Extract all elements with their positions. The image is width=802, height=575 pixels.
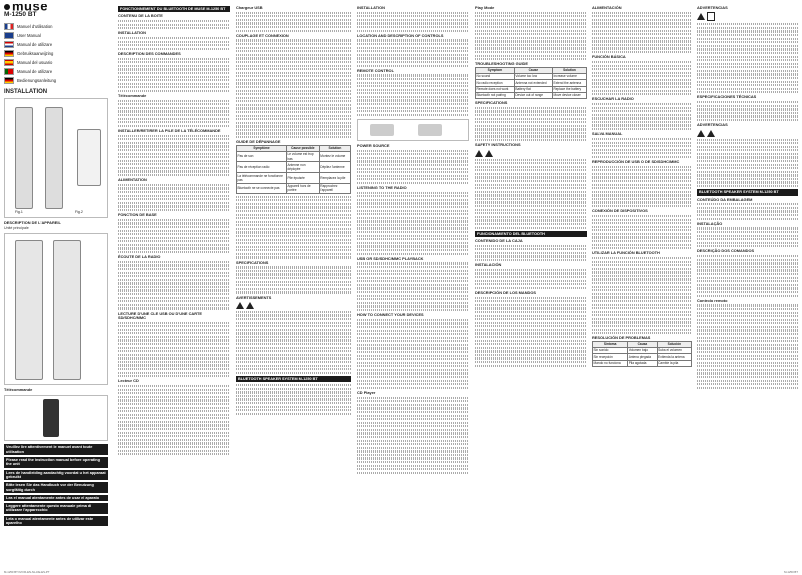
table-row: No radio reception Antenna not extended Extend the antenna [476,80,587,86]
flag-pt-icon [4,68,14,75]
language-item: Manual de utilizare [4,68,108,75]
table-row: Remote does not work Battery flat Replace the battery [476,86,587,92]
section-heading: AVERTISSEMENTS [236,294,272,300]
column-7 [697,4,798,570]
description-heading: DESCRIPTION DE L'APPAREIL [4,219,61,225]
fig1-label: Fig.1 [15,210,23,215]
table-row: Bluetooth ne se connecte pas Appareil hors de portée Rapprochez l'appareil [237,183,351,194]
remote-heading: Télécommande [4,387,33,393]
language-item: Manual de utilizare [4,41,108,48]
troubleshooting-table-fr: Symptôme Cause possible Solution Pas de son Le volume est trop bas Montez le volume Pas de réception radio Antenne non déployée Dépliez l'antenne La télécommande ne fonctionne pas Pile épuisée Remplacez la pile Bluetooth ne se connecte pas Appareil hors de portée Rapprochez l'appareil [236,145,351,195]
table-row: Bluetooth not pairing Device out of range Move device closer [476,92,587,98]
section-heading: INSTALACIÓN [475,262,502,268]
section-heading: LECTURE D'UNE CLE USB OU D'UNE CARTE SD/SDHC/MMC [118,310,202,320]
warning-symbols [697,12,798,21]
section-heading: RESOLUCIÓN DE PROBLEMAS [592,335,651,341]
installation-figure [4,98,108,218]
main-unit-figure [4,233,108,385]
flag-fr-icon [4,23,14,30]
warning-list [4,444,108,526]
table-row: La télécommande ne fonctionne pas Pile épuisée Remplacez la pile [237,173,351,184]
section-heading: SPECIFICATIONS [475,100,508,106]
section-heading: Lecteur CD [118,378,139,384]
section-heading: DESCRIPCIÓN DE LOS MANDOS [475,289,536,295]
section-heading: Télécommande [118,93,147,99]
section-heading: CONTENU DE LA BOITE [118,13,163,19]
language-item: Gebruiksaanwijzing [4,50,108,57]
section-heading: SPECIFICATIONS [236,259,269,265]
section-heading: ESCUCHAR LA RADIO [592,96,634,102]
speaker-front-illustration [15,240,43,380]
flag-uk-icon [4,32,14,39]
section-heading: TROUBLESHOOTING GUIDE [475,61,528,67]
section-heading: COUPLAGE ET CONNEXION [236,32,289,38]
language-item: User Manual [4,32,108,39]
recycle-bin-icon [707,12,715,21]
brand-name: muse [12,4,48,14]
remote-figure [4,395,108,441]
warning-triangle-icon [485,150,493,157]
language-list [4,23,108,84]
section-heading: ÉCOUTE DE LA RADIO [118,254,161,260]
table-row: No sound Volume too low Increase volume [476,73,587,79]
warning-triangle-icon [475,150,483,157]
battery-figure [357,119,469,141]
section-header-pt: BLUETOOTH SPEAKER SYSTEM M-1250 BT [697,189,798,195]
warning-triangle-icon [236,302,244,309]
warning-line: Leia o manual atentamente antes de utilizar este aparelho [4,516,108,527]
warning-symbols [475,150,587,157]
section-heading: REMOTE CONTROL [357,67,394,73]
warning-triangle-icon [697,13,705,20]
section-heading: SAFETY INSTRUCTIONS [475,142,521,148]
column-3 [236,4,351,570]
warning-line: Lea el manual atentamente antes de usar el aparato [4,495,108,501]
column-5 [475,4,587,570]
section-heading: DESCRIÇÃO DOS COMANDOS [697,248,755,254]
table-row: Pas de son Le volume est trop bas Montez le volume [237,151,351,162]
section-heading: GUIDE DE DÉPANNAGE [236,139,281,145]
section-heading: Controlo remoto [697,297,728,303]
warning-line: Lees de handleiding aandachtig voordat u het apparaat gebruikt [4,470,108,481]
fig2-label: Fig.2 [75,210,83,215]
warning-symbols [236,302,351,309]
description-subheading: Unité principale [4,225,29,230]
section-header-en: BLUETOOTH SPEAKER SYSTEM M-1250 BT [236,376,351,382]
section-heading: CONTEÚDO DA EMBALAGEM [697,196,753,202]
column-1 [4,4,108,570]
section-heading: Chargeur USB [236,5,263,10]
language-item: Bedienungsanleitung [4,77,108,84]
warning-triangle-icon [697,130,705,137]
footer-left: M-1250 BT IM FR-EN-NL-DE-ES-PT [4,570,50,574]
section-heading: INSTALLATION [357,5,385,10]
speaker-back-illustration [53,240,81,380]
section-heading: ALIMENTACIÓN [592,5,622,10]
section-heading: LOCATION AND DESCRIPTION OF CONTROLS [357,32,444,38]
column-4 [357,4,469,570]
warning-triangle-icon [707,130,715,137]
warning-symbols [697,130,798,137]
section-heading: INSTALLER/RETIRER LA PILE DE LA TÉLÉCOMMANDE [118,127,221,133]
section-heading: ESPECIFICACIONES TÉCNICAS [697,94,757,100]
language-item: Manuel d'utilisation [4,23,108,30]
troubleshooting-table-en: Symptom Cause Solution No sound Volume too low Increase volume No radio reception Antenna not extended Extend the antenna Remote does not work Battery flat Replace the battery Bluetooth not pairing Device out of range Move device closer [475,67,587,99]
flag-de-icon [4,77,14,84]
column-6 [592,4,692,570]
column-2 [118,4,230,570]
section-heading: INSTALAÇÃO [697,220,723,226]
section-heading: FONCTION DE BASE [118,212,157,218]
speaker-illustration [45,107,63,209]
section-heading: ADVERTENCIAS [697,122,728,128]
warning-line: Please read the instruction manual before operating the unit [4,457,108,468]
logo-dot-icon [4,4,10,10]
section-heading: Play Mode [475,5,495,10]
section-heading: CD Player [357,389,376,395]
section-heading: FUNCIÓN BÁSICA [592,54,626,60]
model-name: M-1250 BT [4,11,37,18]
section-heading: REPRODUCCIÓN DE USB O DE SD/SDHC/MMC [592,159,680,164]
section-heading: SALVA MANUAL [592,131,623,137]
section-heading: INSTALLATION [118,30,146,36]
table-row: Pas de réception radio Antenne non déployée Dépliez l'antenne [237,162,351,173]
section-heading: LISTENING TO THE RADIO [357,185,407,190]
flag-de-icon [4,50,14,57]
footer-right: M-1250 BT [784,570,798,574]
warning-line: Leggere attentamente questo manuale prima di utilizzare l'apparecchio [4,503,108,514]
section-heading: USB OR SD/SDHC/MMC PLAYBACK [357,255,424,261]
warning-line: Bitte lesen Sie das Handbuch vor der Benutzung sorgfältig durch [4,482,108,493]
table-row: Mando no funciona Pila agotada Cambie la pila [593,360,692,366]
section-heading: ADVERTENCIAS [697,5,728,10]
section-heading: CONTENIDO DE LA CAJA [475,238,523,244]
section-heading: ALIMENTATION [118,177,147,183]
warning-triangle-icon [246,302,254,309]
language-item: Manual del usuario [4,59,108,66]
flag-es-icon [4,59,14,66]
speaker-illustration [15,107,33,209]
section-heading: DESCRIPTION DES COMMANDES [118,50,181,56]
remote-control-illustration [43,399,59,437]
table-row: Sin recepción Antena plegada Extienda la antena [593,354,692,360]
section-heading: POWER SOURCE [357,142,390,148]
troubleshooting-table-es: Síntoma Causa Solución Sin sonido Volumen bajo Suba el volumen Sin recepción Antena plegada Extienda la antena Mando no funciona Pila agotada Cambie la pila [592,341,692,367]
brand-logo [4,4,108,14]
table-row: Sin sonido Volumen bajo Suba el volumen [593,347,692,353]
battery-illustration [418,124,442,136]
section-heading: HOW TO CONNECT YOUR DEVICES [357,312,424,318]
section-header-fr: FONCTIONNEMENT DU BLUETOOTH DE MUSE M-1250 BT [118,6,230,12]
section-heading: UTILIZAR LA FUNCIÓN BLUETOOTH [592,250,660,256]
installation-heading: INSTALLATION [4,89,48,96]
battery-illustration [370,124,394,136]
section-header-es: FUNCIONAMIENTO DEL BLUETOOTH [475,231,587,237]
speaker-illustration [77,129,101,186]
section-heading: CONEXIÓN DE DISPOSITIVOS [592,208,648,214]
warning-line: Veuillez lire attentivement le manuel avant toute utilisation [4,444,108,455]
flag-nl-icon [4,41,14,48]
